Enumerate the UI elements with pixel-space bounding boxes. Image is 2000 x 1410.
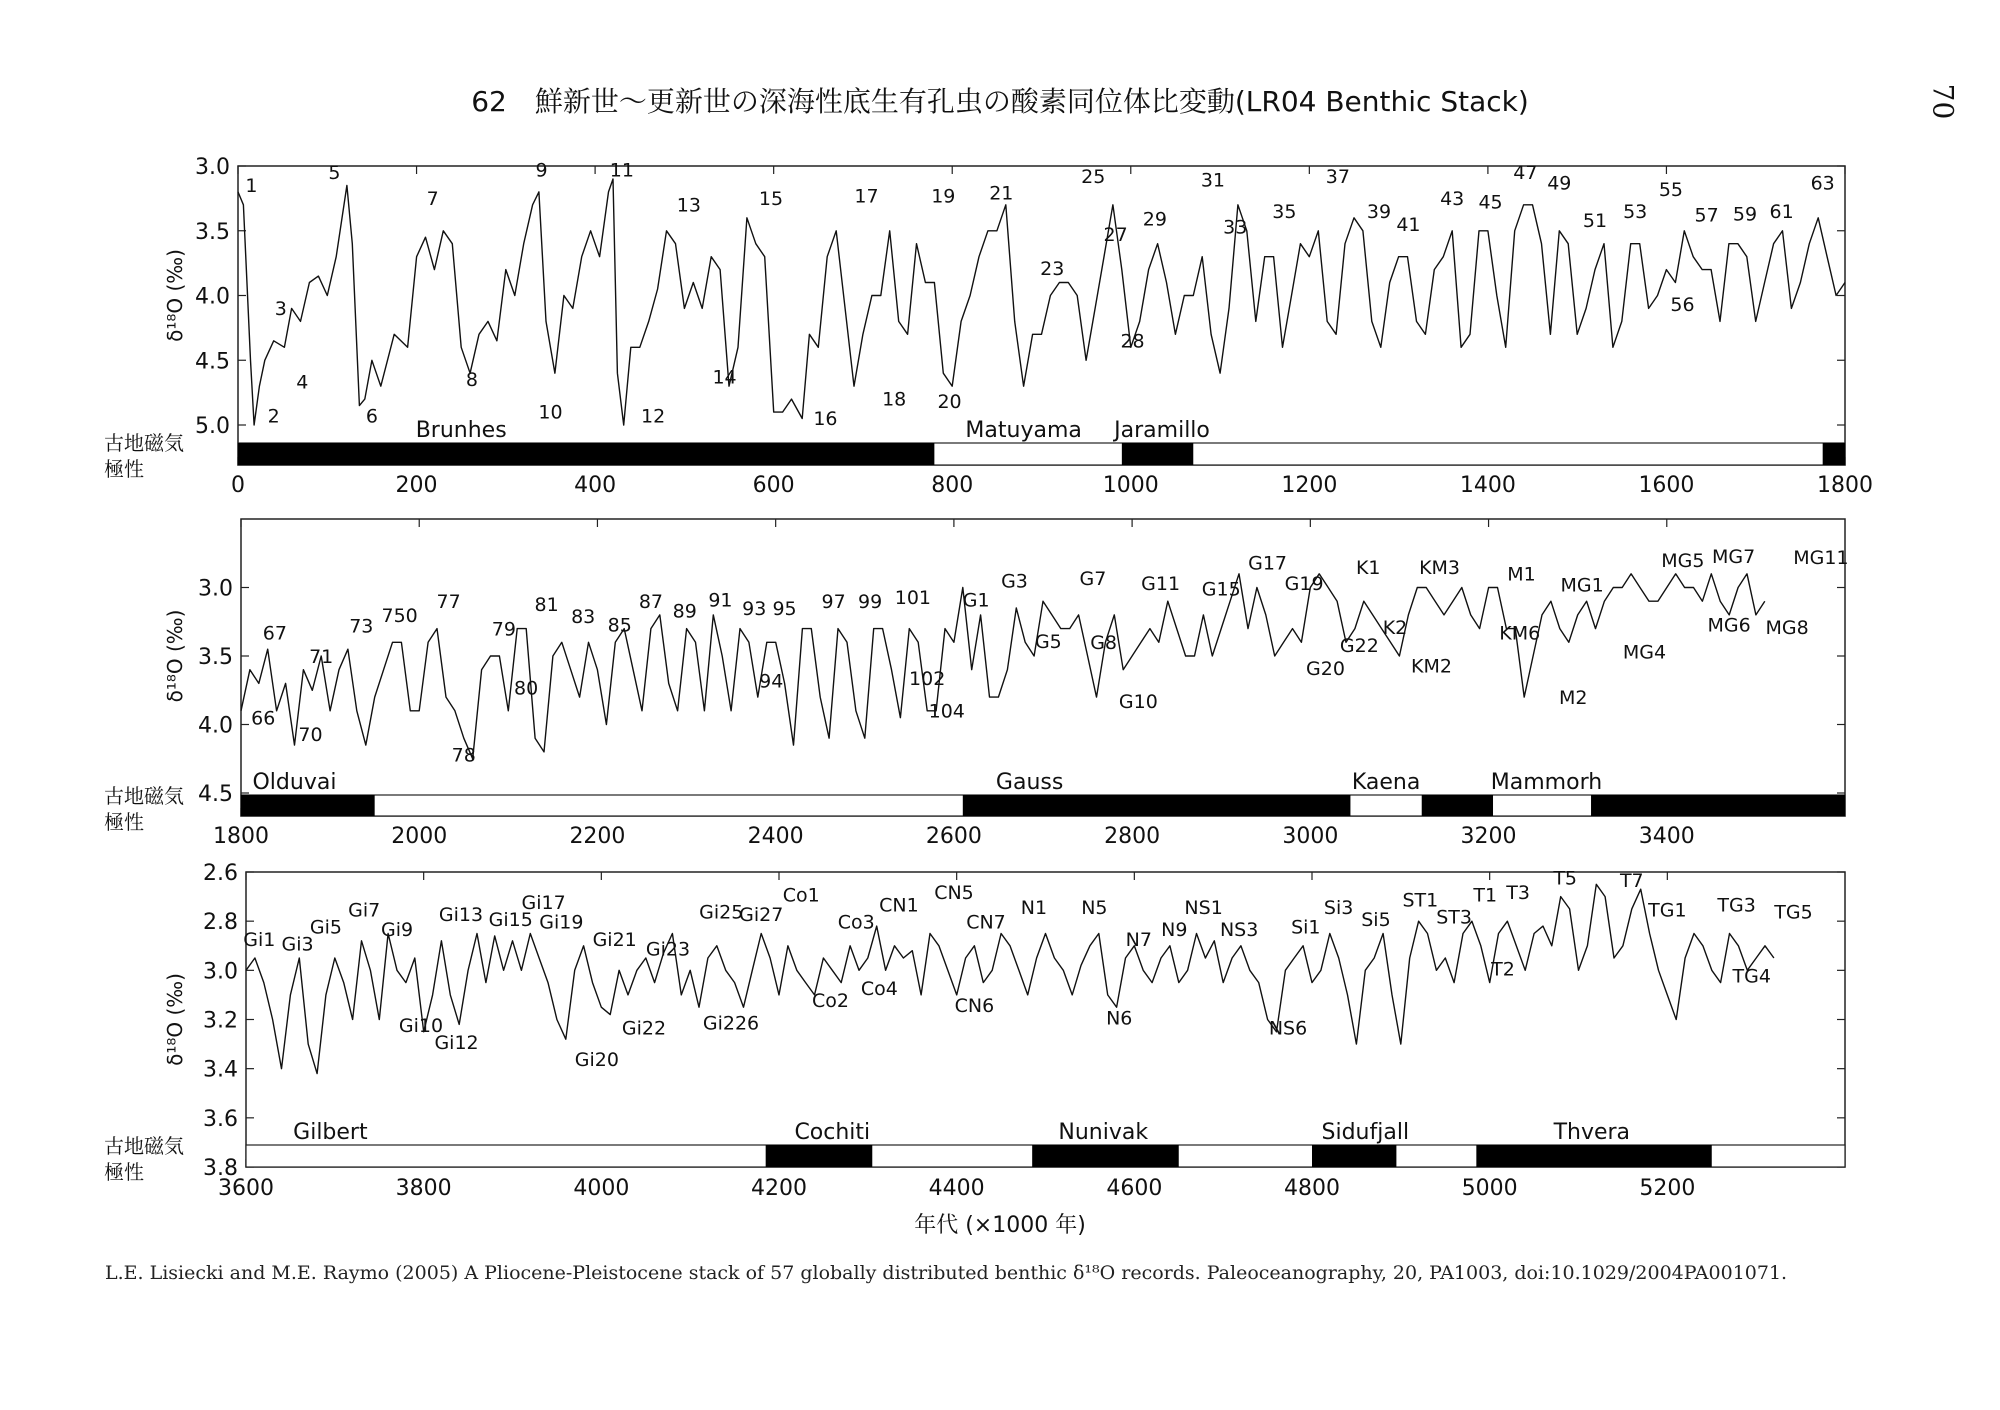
mis-stage-label: 3 [274,297,287,320]
mis-stage-label: G3 [1001,570,1028,593]
mis-stage-label: MG7 [1712,545,1756,568]
mis-stage-label: 93 [742,597,767,620]
mis-stage-label: KM6 [1499,622,1541,645]
mis-stage-label: 70 [298,723,323,746]
polarity-normal-interval [1422,795,1493,816]
page-title: 62 鮮新世〜更新世の深海性底生有孔虫の酸素同位体比変動(LR04 Benthic Stack) [471,85,1529,118]
mis-stage-label: T7 [1619,869,1644,892]
x-tick-label: 3000 [1282,824,1339,849]
mis-stage-label: G11 [1141,573,1181,596]
polarity-normal-interval [1032,1145,1179,1167]
polarity-chron-label: Sidufjall [1321,1120,1410,1145]
mis-stage-label: KM3 [1419,556,1461,579]
y-tick-label: 3.4 [203,1057,238,1083]
mis-stage-label: 101 [894,586,932,609]
mis-stage-label: 29 [1142,208,1167,231]
mis-stage-label: Gi17 [521,891,566,914]
mis-stage-label: T3 [1506,882,1530,905]
mis-stage-label: CN1 [879,894,919,917]
x-tick-label: 3200 [1460,824,1517,849]
x-tick-label: 0 [231,473,245,498]
mis-stage-label: Gi7 [348,899,381,922]
polarity-normal-interval [1312,1145,1396,1167]
mis-stage-label: 13 [676,194,701,217]
mis-stage-label: G20 [1306,658,1345,681]
x-tick-label: 2800 [1104,824,1161,849]
mis-stage-label: 27 [1103,224,1128,247]
mis-stage-label: Co2 [812,990,850,1013]
x-tick-label: 4200 [751,1176,807,1201]
y-axis-label: δ¹⁸O (‰) [163,973,187,1066]
polarity-label-middle [104,783,184,835]
polarity-chron-label: Kaena [1351,770,1421,795]
mis-stage-label: Gi12 [434,1032,479,1054]
mis-stage-label: 49 [1547,172,1572,195]
polarity-label-line1: 古地磁気 [104,431,184,455]
mis-stage-label: 12 [641,405,666,428]
x-tick-label: 1600 [1638,473,1695,498]
x-axis-label: 年代 (×1000 年) [914,1213,1086,1238]
polarity-label-line1: 古地磁気 [104,1134,184,1158]
mis-stage-label: N1 [1020,896,1048,919]
mis-stage-label: 1 [245,174,258,197]
y-tick-label: 3.0 [203,959,238,985]
mis-stage-label: 20 [937,391,962,414]
y-tick-label: 2.6 [203,861,238,886]
x-tick-label: 5200 [1639,1176,1696,1201]
mis-stage-label: M1 [1507,563,1536,586]
mis-stage-label: 77 [436,591,461,614]
mis-stage-label: 4 [296,371,309,394]
y-axis-label: δ¹⁸O (‰) [163,609,187,703]
polarity-normal-interval [241,795,375,816]
mis-stage-label: Gi5 [309,916,342,939]
mis-stage-label: TG4 [1732,965,1771,988]
polarity-chron-label: Brunhes [415,418,507,443]
mis-stage-label: CN5 [934,882,974,905]
mis-stage-label: 102 [909,667,946,690]
mis-stage-label: 15 [758,187,784,210]
mis-stage-label: KM2 [1411,655,1453,678]
polarity-chron-label: Gilbert [293,1120,368,1145]
x-tick-label: 800 [931,473,974,498]
mis-stage-label: 99 [858,591,883,614]
mis-stage-label: 47 [1513,161,1538,184]
chart-panel-bottom [163,861,1845,1201]
mis-stage-label: 94 [759,670,784,693]
mis-stage-label: NS1 [1184,896,1223,919]
x-tick-label: 1200 [1281,473,1338,498]
mis-stage-label: G8 [1090,632,1118,655]
mis-stage-label: Gi27 [739,904,784,927]
mis-stage-label: 31 [1200,169,1226,192]
mis-stage-label: 23 [1040,257,1065,280]
mis-stage-label: ST1 [1402,889,1439,912]
mis-stage-label: Gi22 [621,1017,667,1040]
mis-stage-label: Gi3 [281,933,314,956]
mis-stage-label: Si3 [1323,896,1354,919]
mis-stage-label: MG5 [1661,549,1705,572]
mis-stage-label: 67 [262,622,287,645]
polarity-normal-interval [1122,443,1193,465]
y-tick-label: 4.0 [195,284,230,310]
mis-stage-label: Co4 [860,977,898,1000]
x-tick-label: 1400 [1459,473,1516,498]
x-tick-label: 200 [395,473,438,498]
polarity-label-line2: 極性 [104,810,144,834]
polarity-chron-label: Gauss [995,770,1064,795]
mis-stage-label: 87 [638,591,664,614]
d18o-series-line [241,574,1765,759]
mis-stage-label: 97 [821,591,846,614]
mis-stage-label: G22 [1339,634,1379,657]
mis-stage-label: 85 [607,614,632,637]
mis-stage-label: 5 [328,161,341,184]
mis-stage-label: 63 [1810,172,1835,195]
mis-stage-label: 78 [451,744,476,767]
y-tick-label: 3.5 [195,219,230,245]
mis-stage-label: 25 [1081,165,1106,188]
x-tick-label: 4800 [1284,1176,1340,1201]
polarity-chron-label: Matuyama [965,418,1082,443]
y-tick-label: 4.5 [195,349,230,375]
mis-stage-label: Co1 [782,884,820,907]
mis-stage-label: T2 [1491,958,1515,981]
polarity-label-bottom [104,1133,184,1185]
x-tick-label: 1800 [213,824,269,849]
mis-stage-label: Gi226 [702,1012,760,1035]
polarity-chron-label: Mammorh [1490,770,1603,795]
mis-stage-label: N9 [1161,918,1188,941]
y-axis-label: δ¹⁸O (‰) [163,249,187,342]
mis-stage-label: T5 [1553,867,1578,890]
mis-stage-label: 19 [931,185,956,208]
mis-stage-label: Gi25 [699,901,744,924]
polarity-normal-interval [963,795,1351,816]
citation: L.E. Lisiecki and M.E. Raymo (2005) A Pliocene-Pleistocene stack of 57 globally distributed benthic δ¹⁸O records. Paleoceanography, 20, PA1003, doi:10.1029/2004PA001071. [105,1262,1788,1284]
y-tick-label: 3.2 [203,1008,238,1034]
y-tick-label: 3.0 [195,155,230,180]
mis-stage-label: MG1 [1560,574,1604,597]
mis-stage-label: N5 [1081,896,1108,919]
mis-stage-label: 39 [1366,200,1392,223]
mis-stage-label: 71 [309,645,334,668]
mis-stage-label: CN7 [966,911,1006,934]
mis-stage-label: 8 [465,369,478,392]
mis-stage-label: 104 [928,700,965,723]
mis-stage-label: 59 [1732,203,1758,226]
polarity-chron-label: Olduvai [252,770,337,795]
x-tick-label: 2000 [391,824,448,849]
mis-stage-label: TG5 [1774,901,1813,924]
x-tick-label: 4600 [1106,1176,1163,1201]
page-number: 70 [1926,83,1960,120]
mis-stage-label: Gi21 [592,928,637,951]
mis-stage-label: N6 [1106,1007,1133,1030]
x-tick-label: 1000 [1102,473,1159,498]
mis-stage-label: 35 [1272,200,1297,223]
mis-stage-label: 45 [1478,191,1503,214]
mis-stage-label: 51 [1582,209,1608,232]
mis-stage-label: G10 [1118,691,1158,714]
mis-stage-label: 18 [882,388,907,411]
mis-stage-label: G19 [1284,573,1324,596]
mis-stage-label: 55 [1658,178,1684,201]
polarity-normal-interval [766,1145,873,1167]
x-tick-label: 2200 [569,824,626,849]
mis-stage-label: G7 [1079,567,1107,590]
polarity-chron-label: Thvera [1553,1120,1631,1145]
x-tick-label: 2400 [747,824,804,849]
x-tick-label: 3400 [1638,824,1695,849]
mis-stage-label: NS3 [1219,918,1259,941]
polarity-chron-label: Nunivak [1058,1120,1149,1145]
mis-stage-label: 750 [381,604,418,627]
mis-stage-label: 2 [267,405,280,428]
mis-stage-label: Gi10 [398,1014,444,1037]
mis-stage-label: 61 [1769,200,1794,223]
mis-stage-label: N7 [1125,928,1152,951]
mis-stage-label: 89 [672,600,697,623]
y-tick-label: 4.5 [198,782,233,807]
mis-stage-label: 9 [535,159,548,182]
mis-stage-label: 56 [1670,294,1695,317]
polarity-normal-interval [1823,443,1845,465]
x-tick-label: 3800 [395,1176,452,1201]
x-tick-label: 2600 [925,824,982,849]
polarity-chron-label: Cochiti [794,1120,871,1145]
mis-stage-label: 73 [349,615,374,638]
chart-panel-middle [163,519,1849,849]
mis-stage-label: TG3 [1717,894,1756,917]
mis-stage-label: G5 [1034,630,1062,653]
mis-stage-label: 41 [1396,213,1421,236]
x-tick-label: 5000 [1461,1176,1518,1201]
mis-stage-label: 80 [514,677,539,700]
mis-stage-label: 53 [1623,200,1648,223]
polarity-chron-label: Jaramillo [1114,418,1210,443]
mis-stage-label: ST3 [1436,906,1473,929]
mis-stage-label: 33 [1223,216,1248,239]
polarity-label-top [104,430,184,482]
x-tick-label: 400 [574,473,617,498]
polarity-label-line2: 極性 [104,457,144,481]
x-tick-label: 1800 [1817,473,1873,498]
mis-stage-label: 6 [365,405,378,428]
mis-stage-label: MG8 [1765,617,1809,640]
mis-stage-label: M2 [1558,686,1588,709]
mis-stage-label: TG1 [1648,899,1687,922]
mis-stage-label: 37 [1325,165,1350,188]
mis-stage-label: 7 [426,187,439,210]
mis-stage-label: 95 [772,597,797,620]
y-tick-label: 3.8 [203,1156,238,1181]
mis-stage-label: Gi9 [380,918,414,941]
polarity-normal-interval [238,443,934,465]
mis-stage-label: CN6 [954,995,995,1018]
mis-stage-label: Gi23 [645,938,691,961]
x-tick-label: 4400 [928,1176,985,1201]
mis-stage-label: 91 [708,589,733,612]
mis-stage-label: 16 [813,408,838,430]
mis-stage-label: 10 [538,401,563,424]
mis-stage-label: 21 [989,182,1014,205]
chart-panel-top [163,155,1873,498]
mis-stage-label: MG6 [1707,614,1751,637]
mis-stage-label: Si1 [1291,916,1321,939]
polarity-label-line2: 極性 [104,1160,144,1184]
polarity-normal-interval [1591,795,1845,816]
mis-stage-label: K1 [1355,556,1381,579]
x-tick-label: 600 [752,473,795,498]
mis-stage-label: G15 [1201,578,1241,601]
mis-stage-label: Gi1 [243,928,276,951]
mis-stage-label: Gi19 [539,911,584,934]
mis-stage-label: NS6 [1268,1017,1308,1040]
mis-stage-label: Co3 [837,911,875,934]
mis-stage-label: 83 [571,606,596,629]
mis-stage-label: 79 [491,618,516,641]
mis-stage-label: 66 [251,707,276,730]
mis-stage-label: Gi15 [488,909,533,932]
mis-stage-label: Gi13 [438,904,484,927]
y-tick-label: 4.0 [198,713,233,739]
x-tick-label: 4000 [573,1176,630,1201]
mis-stage-label: K2 [1382,617,1408,640]
mis-stage-label: 57 [1694,204,1719,227]
y-tick-label: 3.0 [198,576,233,602]
y-tick-label: 2.8 [203,910,238,936]
mis-stage-label: Gi20 [574,1049,619,1072]
y-tick-label: 5.0 [195,414,230,439]
mis-stage-label: Si5 [1361,909,1391,932]
mis-stage-label: T1 [1473,884,1498,907]
mis-stage-label: G1 [962,589,990,612]
polarity-label-line1: 古地磁気 [104,784,184,808]
mis-stage-label: 11 [609,159,634,182]
mis-stage-label: G17 [1248,552,1288,575]
x-tick-label: 3600 [218,1176,274,1201]
mis-stage-label: MG11 [1793,547,1849,570]
mis-stage-label: 81 [534,593,559,616]
y-tick-label: 3.6 [203,1106,238,1132]
mis-stage-label: 17 [854,185,879,208]
y-tick-label: 3.5 [198,645,233,670]
mis-stage-label: 28 [1120,330,1145,353]
polarity-normal-interval [1476,1145,1711,1167]
mis-stage-label: MG4 [1622,641,1667,664]
mis-stage-label: 14 [712,366,737,389]
mis-stage-label: 43 [1440,187,1465,210]
